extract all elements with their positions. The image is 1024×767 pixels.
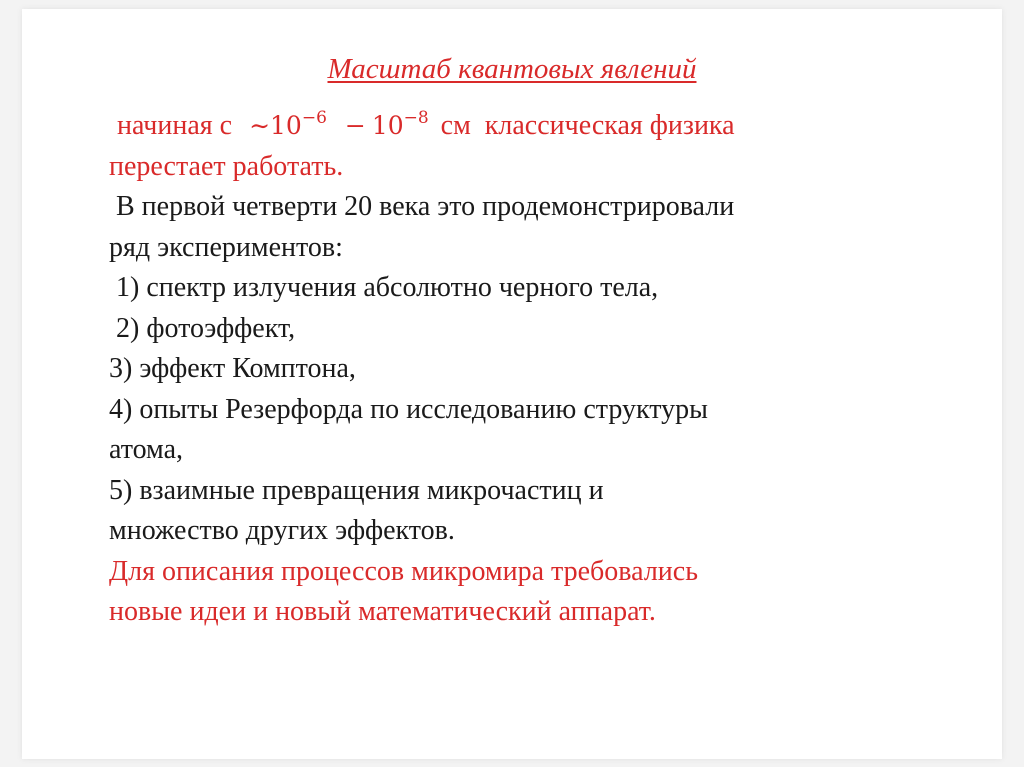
formula-tilde: ∼ bbox=[249, 111, 271, 140]
experiment-item: 5) взаимные превращения микрочастиц и bbox=[109, 474, 604, 506]
slide-body bbox=[109, 98, 989, 633]
intro-prefix: начиная с bbox=[117, 110, 233, 141]
conclusion-line-2: новые идеи и новый математический аппарат. bbox=[109, 596, 656, 627]
intro-suffix: см классическая физика bbox=[440, 110, 735, 141]
paragraph-line-1: В первой четверти 20 века это продемонстрировали bbox=[116, 191, 735, 222]
formula-exponent-1: −6 bbox=[301, 108, 327, 128]
experiment-item-continuation: множество других эффектов. bbox=[109, 515, 455, 546]
experiment-item-continuation: атома, bbox=[109, 434, 183, 465]
formula-minus: − bbox=[344, 111, 366, 140]
paragraph-line-2: ряд экспериментов: bbox=[109, 231, 343, 263]
formula-base-2: 10 bbox=[371, 111, 404, 140]
experiment-item: 4) опыты Резерфорда по исследованию структуры bbox=[109, 393, 708, 425]
formula-base-1: 10 bbox=[270, 111, 302, 140]
conclusion-line-1: Для описания процессов микромира требовались bbox=[109, 555, 698, 587]
experiment-item: 3) эффект Комптона, bbox=[109, 353, 356, 384]
scale-formula bbox=[249, 108, 437, 140]
intro-line-2: перестает работать. bbox=[109, 150, 344, 182]
experiment-item: 1) спектр излучения абсолютно черного тела, bbox=[116, 272, 659, 303]
intro-line-1 bbox=[109, 98, 989, 147]
slide-title: Масштаб квантовых явлений bbox=[327, 53, 697, 85]
formula-exponent-2: −8 bbox=[403, 108, 429, 128]
experiment-item: 2) фотоэффект, bbox=[116, 312, 296, 344]
slide bbox=[22, 9, 1002, 759]
